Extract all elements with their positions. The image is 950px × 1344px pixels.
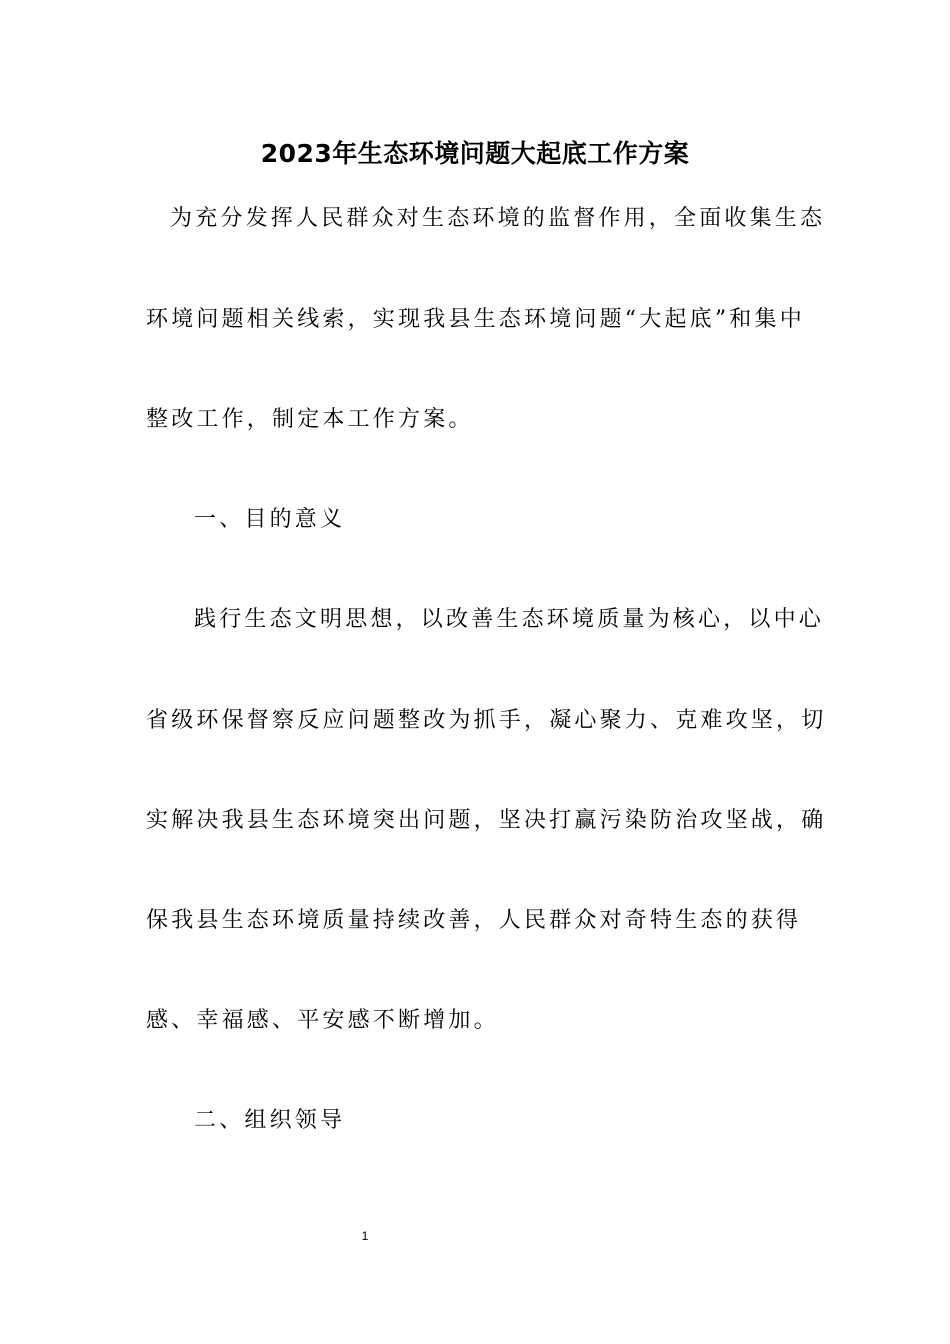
intro-line-2: 环境问题相关线索，实现我县生态环境问题“大起底”和集中 [146, 307, 805, 332]
intro-line-1: 为充分发挥人民群众对生态环境的监督作用，全面收集生态 [170, 206, 826, 231]
section1-line-1: 践行生态文明思想，以改善生态环境质量为核心，以中心 [194, 607, 825, 632]
section1-line-3: 实解决我县生态环境突出问题，坚决打赢污染防治攻坚战，确 [146, 808, 827, 833]
section1-line-2: 省级环保督察反应问题整改为抓手，凝心聚力、克难攻坚，切 [146, 708, 827, 733]
section1-line-5: 感、幸福感、平安感不断增加。 [146, 1008, 499, 1033]
section-heading-2: 二、组织领导 [194, 1108, 346, 1133]
section-heading-1: 一、目的意义 [194, 507, 346, 532]
document-title: 2023年生态环境问题大起底工作方案 [260, 139, 690, 168]
intro-line-3: 整改工作，制定本工作方案。 [146, 407, 474, 432]
page-number: 1 [361, 1229, 369, 1243]
section1-line-4: 保我县生态环境质量持续改善，人民群众对奇特生态的获得 [146, 908, 802, 933]
